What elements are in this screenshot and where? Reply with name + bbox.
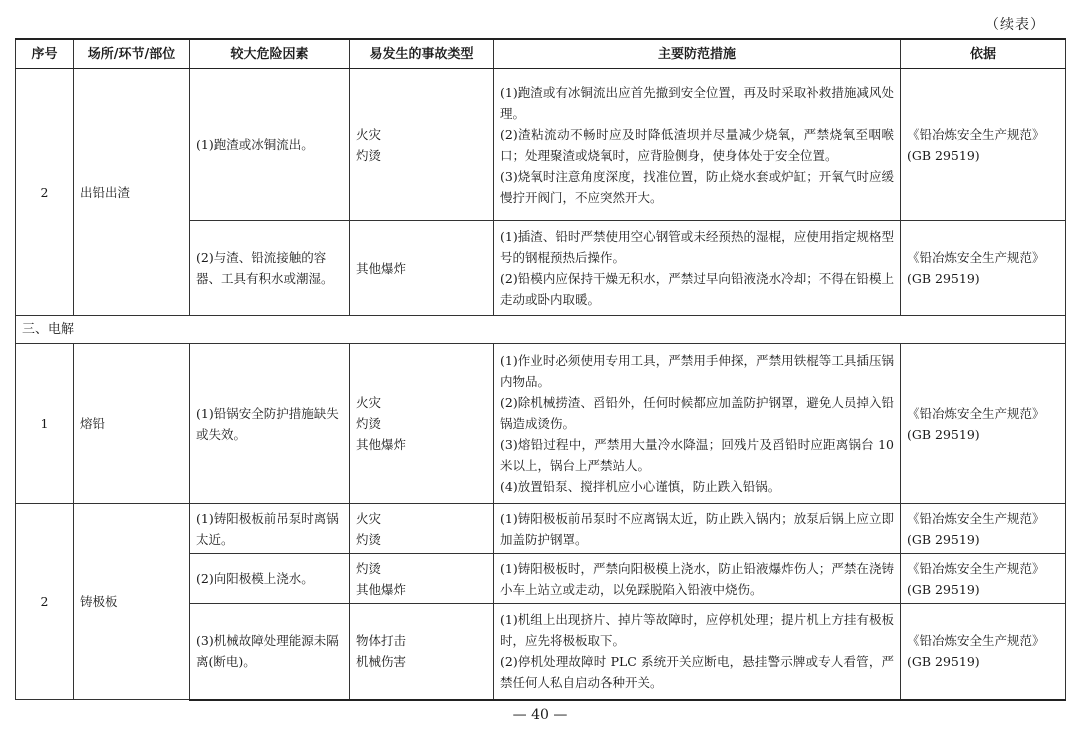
row-number: 2 xyxy=(16,69,74,316)
measure-item: (1)跑渣或有冰铜流出应首先撤到安全位置，再及时采取补救措施减风处理。 xyxy=(500,84,894,121)
row-location: 熔铅 xyxy=(74,344,190,504)
row-hazard: (1)跑渣或冰铜流出。 xyxy=(190,69,350,221)
row-accident-type: 火灾 灼烫 其他爆炸 xyxy=(350,344,494,504)
header-accident: 易发生的事故类型 xyxy=(350,39,494,69)
measure-item: (1)机组上出现挤片、掉片等故障时，应停机处理；提片机上方挂有极板时，应先将极板取下。 xyxy=(500,612,894,649)
measure-item: (1)插渣、铅时严禁使用空心钢管或未经预热的湿棍，应使用指定规格型号的钢棍预热后操作。 xyxy=(500,229,894,265)
row-accident-type: 灼烫 其他爆炸 xyxy=(350,554,494,604)
row-measures xyxy=(494,344,901,504)
page-number: — 40 — xyxy=(512,707,568,723)
measure-item: (3)烧氧时注意角度深度，找准位置，防止烧水套或炉缸；开氧气时应缓慢拧开阀门，不应突然开大。 xyxy=(500,168,894,205)
row-basis: 《铅冶炼安全生产规范》(GB 29519) xyxy=(901,221,1066,316)
measure-item: (1)铸阳极板时，严禁向阳极模上浇水，防止铅液爆炸伤人；严禁在浇铸小车上站立或走动，以免踩脱陷入铅液中烧伤。 xyxy=(500,560,894,597)
continued-label: （续表） xyxy=(985,17,1045,33)
row-hazard: (3)机械故障处理能源未隔离(断电)。 xyxy=(190,604,350,700)
row-basis: 《铅冶炼安全生产规范》(GB 29519) xyxy=(901,604,1066,700)
measure-item: (1)铸阳极板前吊泵时不应离锅太近，防止跌入锅内；放泵后锅上应立即加盖防护钢罩。 xyxy=(500,510,894,547)
header-basis: 依据 xyxy=(901,39,1066,69)
measure-item: (2)除机械捞渣、舀铅外，任何时候都应加盖防护钢罩，避免人员掉入铅锅造成烫伤。 xyxy=(500,395,894,431)
hazard-table xyxy=(15,38,1066,701)
header-measures: 主要防范措施 xyxy=(494,39,901,69)
measure-item: (1)作业时必须使用专用工具，严禁用手伸探，严禁用铁棍等工具插压锅内物品。 xyxy=(500,353,894,389)
table-row xyxy=(16,504,1066,554)
row-measures xyxy=(494,69,901,221)
row-hazard: (2)与渣、铅流接触的容器、工具有积水或潮湿。 xyxy=(190,221,350,316)
row-measures xyxy=(494,504,901,554)
row-location: 铸极板 xyxy=(74,504,190,700)
row-hazard: (1)铅锅安全防护措施缺失或失效。 xyxy=(190,344,350,504)
row-basis: 《铅冶炼安全生产规范》(GB 29519) xyxy=(901,504,1066,554)
row-hazard: (2)向阳极模上浇水。 xyxy=(190,554,350,604)
row-number: 1 xyxy=(16,344,74,504)
row-location: 出铅出渣 xyxy=(74,69,190,316)
measure-item: (2)铅模内应保持干燥无积水，严禁过早向铅液浇水冷却；不得在铅模上走动或卧内取暖。 xyxy=(500,271,894,307)
table-header-row xyxy=(16,39,1066,69)
measure-item: (4)放置铅泵、搅拌机应小心谨慎，防止跌入铅锅。 xyxy=(500,479,781,494)
row-accident-type: 物体打击 机械伤害 xyxy=(350,604,494,700)
row-basis: 《铅冶炼安全生产规范》(GB 29519) xyxy=(901,69,1066,221)
row-measures xyxy=(494,221,901,316)
table-row xyxy=(16,69,1066,221)
row-basis: 《铅冶炼安全生产规范》(GB 29519) xyxy=(901,344,1066,504)
row-measures xyxy=(494,604,901,700)
row-basis: 《铅冶炼安全生产规范》(GB 29519) xyxy=(901,554,1066,604)
row-measures xyxy=(494,554,901,604)
row-hazard: (1)铸阳极板前吊泵时离锅太近。 xyxy=(190,504,350,554)
section-row xyxy=(16,316,1066,344)
row-accident-type: 火灾 灼烫 xyxy=(350,504,494,554)
header-no: 序号 xyxy=(16,39,74,69)
table-row xyxy=(16,344,1066,504)
header-location: 场所/环节/部位 xyxy=(74,39,190,69)
measure-item: (2)渣粘流动不畅时应及时降低渣坝并尽量减少烧氧，严禁烧氧至咽喉口；处理聚渣或烧氧时，应背脸侧身，使身体处于安全位置。 xyxy=(500,126,894,163)
header-hazard: 较大危险因素 xyxy=(190,39,350,69)
row-accident-type: 火灾 灼烫 xyxy=(350,69,494,221)
section-title: 三、电解 xyxy=(16,316,1066,344)
row-number: 2 xyxy=(16,504,74,700)
measure-item: (2)停机处理故障时 PLC 系统开关应断电，悬挂警示牌或专人看管，严禁任何人私自启动各种开关。 xyxy=(500,654,894,691)
row-accident-type: 其他爆炸 xyxy=(350,221,494,316)
measure-item: (3)熔铅过程中，严禁用大量冷水降温；回残片及舀铅时应距离锅台 10 米以上，锅台上严禁站人。 xyxy=(500,437,894,473)
